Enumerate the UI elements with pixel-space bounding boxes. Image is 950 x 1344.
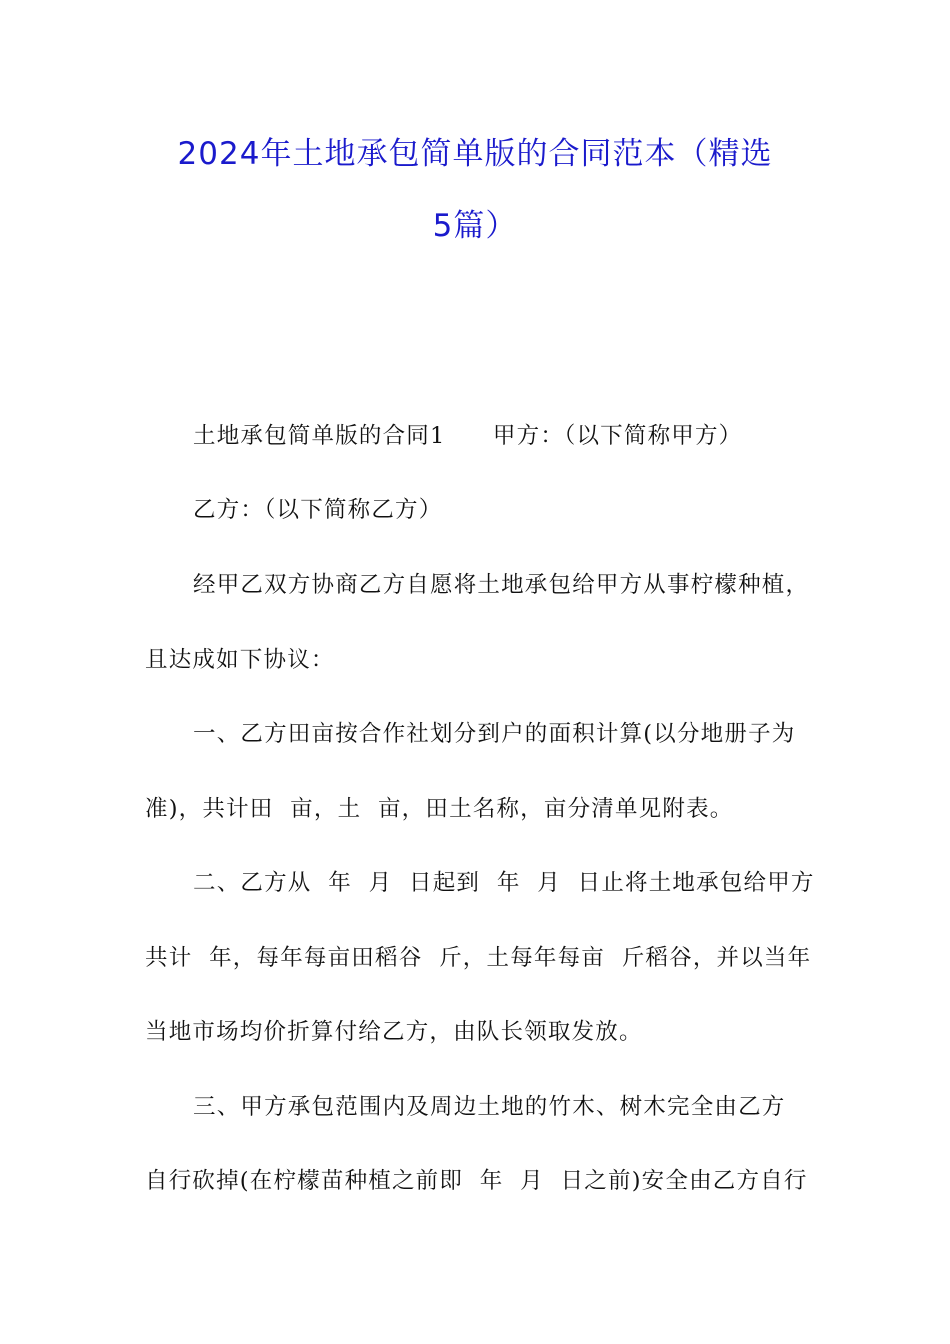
paragraph-line-2: 乙方：（以下简称乙方） bbox=[193, 497, 443, 523]
paragraph-line-9: 当地市场均价折算付给乙方，由队长领取发放。 bbox=[145, 1019, 643, 1045]
paragraph-line-5: 一、乙方田亩按合作社划分到户的面积计算(以分地册子为 bbox=[193, 721, 796, 747]
document-title-line-2: 5篇） bbox=[432, 208, 518, 244]
paragraph-line-10: 三、甲方承包范围内及周边土地的竹木、树木完全由乙方 bbox=[193, 1094, 786, 1120]
paragraph-line-1: 土地承包简单版的合同1 甲方：（以下简称甲方） bbox=[193, 423, 743, 449]
paragraph-line-11: 自行砍掉(在柠檬苗种植之前即 年 月 日之前)安全由乙方自行 bbox=[145, 1168, 808, 1194]
paragraph-line-7: 二、乙方从 年 月 日起到 年 月 日止将土地承包给甲方 bbox=[193, 870, 815, 896]
paragraph-line-3: 经甲乙双方协商乙方自愿将土地承包给甲方从事柠檬种植， bbox=[193, 572, 810, 598]
paragraph-line-6: 准)，共计田 亩，土 亩，田土名称，亩分清单见附表。 bbox=[145, 796, 734, 822]
document-title-line-1: 2024年土地承包简单版的合同范本（精选 bbox=[177, 136, 773, 172]
paragraph-line-8: 共计 年，每年每亩田稻谷 斤，土每年每亩 斤稻谷，并以当年 bbox=[145, 945, 812, 971]
paragraph-line-4: 且达成如下协议： bbox=[145, 647, 335, 673]
